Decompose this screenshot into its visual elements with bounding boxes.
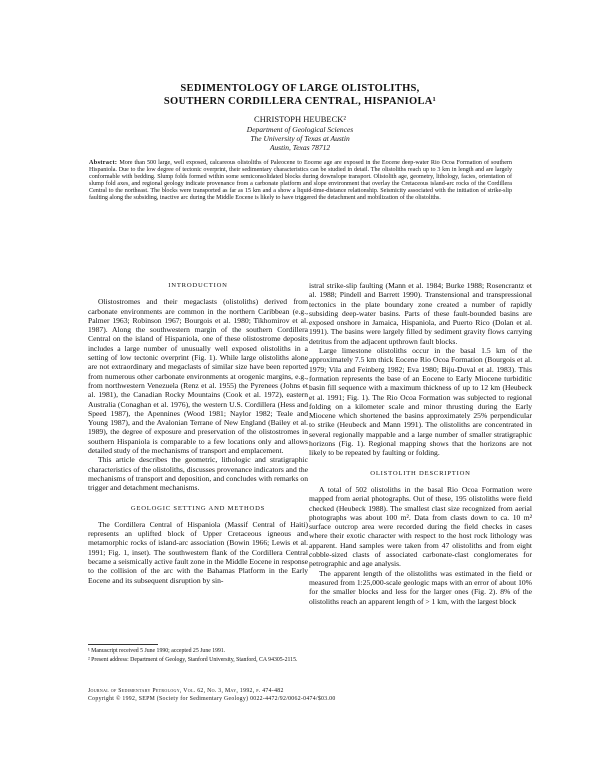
right-paragraph: The apparent length of the olistoliths was estimated in the field or measured from 1:25,000-scale geologic maps with an error of about 10% for the smaller blocks and less for the larger ones (Fig. 2). 8% of the olistoliths reach an apparent length of > 1 km, with the largest block — [309, 568, 532, 606]
abstract-label: Abstract: — [89, 160, 118, 166]
title-line-1: SEDIMENTOLOGY OF LARGE OLISTOLITHS, — [180, 83, 420, 94]
left-section-heading: INTRODUCTION — [168, 282, 228, 289]
right-paragraph: Large limestone olistoliths occur in the basal 1.5 km of the approximately 7.5 km thick Eocene Rio Ocoa Formation (Bourgois et al. 1979; Vila and Feinberg 1982; Eva 1980; Biju-Duval et al. 1983). This formation represents the base of an Eocene to Early Miocene turbiditic basin fill sequence with a maximum thickness of up to 12 km (Heubeck et al. 1991; Fig. 1). The Rio Ocoa Formation was subjected to regional folding on a kilometer scale and minor thrusting during the Early Miocene which shortened the basins approximately 25% perpendicular to strike (Heubeck and Mann 1991). The olistoliths are concentrated in several regionally mappable and a large number of smaller stratigraphic horizons (Fig. 1). Regional mapping shows that the horizons are not likely to be repeated by faulting or folding. — [309, 346, 532, 458]
abstract-text: More than 500 large, well exposed, calcareous olistoliths of Paleocene to Eocene age are exposed in the Eocene deep-water Rio Ocoa Formation of southern Hispaniola. Due to the low degree of tectonic overprint, their sedimentary characteristics can be studied in detail. The olistoliths reach up to 3 km in length and are largely conformable with bedding. Slump folds formed within some semiconsolidated blocks during downslope transport. Olistolith age, geometry, lithology, facies, orientation of slump fold axes, and regional geology indicate provenance from a carbonate platform and slope environment that overlay the Cretaceous island-arc rocks of the Cordillera Central to the northeast. The blocks were transported as far as 15 km and a show a liquid-time-distance relationship. Seismicity associated with the initiation of strike-slip faulting along the subsiding, inactive arc during the Middle Eocene is likely to have triggered the detachment and mobilization of the olistoliths. — [89, 160, 512, 202]
footnote-received: ¹ Manuscript received 5 June 1990; accepted 25 June 1991. — [88, 648, 226, 654]
left-column — [88, 281, 308, 585]
left-paragraph: This article describes the geometric, lithologic and stratigraphic characteristics of the olistoliths, discusses provenance indicators and the mechanisms of transport and deposition, and concludes with remarks on trigger and detachment mechanisms. — [88, 455, 308, 493]
footnote-address: ² Present address: Department of Geology, Stanford University, Stanford, CA 94305-2115. — [88, 657, 298, 663]
abstract — [89, 160, 512, 203]
title-line-2: SOUTHERN CORDILLERA CENTRAL, HISPANIOLA¹ — [163, 96, 437, 107]
section-gap — [88, 493, 308, 500]
left-paragraph: The Cordillera Central of Hispaniola (Massif Central of Haiti) represents an uplifted block of Upper Cretaceous igneous and metamorphic rocks of island-arc association (Bowin 1966; Lewis et al. 1991; Fig. 1, inset). The southwestern flank of the Cordillera Central became a seismically active fault zone in the Middle Eocene in response to the collision of the arc with the Bahamas Platform in the Early Eocene and its subsequent disruption by sin- — [88, 519, 308, 585]
right-section-heading: OLISTOLITH DESCRIPTION — [370, 469, 471, 477]
left-section-heading: GEOLOGIC SETTING AND METHODS — [130, 504, 266, 512]
affiliation-department: Department of Geological Sciences — [246, 125, 354, 134]
right-paragraph: A total of 502 olistoliths in the basal Rio Ocoa Formation were mapped from aerial photographs. Out of these, 195 olistoliths were field checked (Heubeck 1988). The smallest clast size recognized from aerial photographs was about 100 m². Data from clasts down to ca. 10 m² surface outcrop area were recorded during the field checks in cases where their exotic character with respect to the host rock lithology was apparent. Hand samples were taken from 47 olistoliths and from eight cobble-sized clasts of associated carbonate-clast conglomerates for petrographic and age analysis. — [309, 484, 532, 569]
affiliation-university: The University of Texas at Austin — [250, 134, 350, 143]
author: CHRISTOPH HEUBECK² — [254, 114, 346, 124]
left-paragraph: Olistostromes and their megaclasts (olistoliths) derived from carbonate environments are common in the northern Caribbean (e.g., Palmer 1963; Robinson 1967; Bourgois et al. 1980; Tikhomirov et al. 1987). Along the southwestern margin of the southern Cordillera Central on the island of Hispaniola, one of these olistostrome deposits includes a large number of unusually well exposed olistoliths in a setting of low tectonic overprint (Fig. 1). While large olistoliths alone are not extraordinary and megaclasts of similar size have been reported from numerous other carbonate environments at orogenic margins, e.g., from northwestern Venezuela (Renz et al. 1955) the Pyrenees (Johns et al. 1981), the Canadian Rocky Mountains (Cook et al. 1972), eastern Australia (Conaghan et al. 1976), the western U.S. Cordillera (Hess and Speed 1987), the Apennines (Wood 1981; Naylor 1982; Teale and Young 1987), and the Avalonian Terrane of New England (Bailey et al. 1989), the degree of exposure and preservation of the olistostromes in southern Hispaniola is comparable to a few locations only and allows detailed study of the mechanisms of transport and emplacement. — [88, 297, 308, 456]
footnote-rule — [88, 644, 158, 645]
copyright-line: Copyright © 1992, SEPM (Society for Sedimentary Geology) 0022-4472/92/0062-0474/$03.00 — [88, 695, 336, 702]
journal-citation — [88, 688, 532, 703]
journal-line: Journal of Sedimentary Petrology, Vol. 62, No. 3, May, 1992, p. 474-482 — [88, 688, 284, 694]
right-paragraph: istral strike-slip faulting (Mann et al. 1984; Burke 1988; Rosencrantz et al. 1988; Pindell and Barrett 1990). Transtensional and transpressional tectonics in the plate boundary zone created a number of rapidly subsiding deep-water basins. Parts of these fault-bounded basins are exposed onshore in Jamaica, Hispaniola, and Puerto Rico (Dolan et al. 1991). The basins were largely filled by sediment gravity flows carrying detritus from the adjacent upthrown fault blocks. — [309, 281, 532, 346]
affiliation-city: Austin, Texas 78712 — [269, 143, 331, 152]
section-gap — [309, 458, 532, 465]
right-column — [309, 281, 532, 606]
